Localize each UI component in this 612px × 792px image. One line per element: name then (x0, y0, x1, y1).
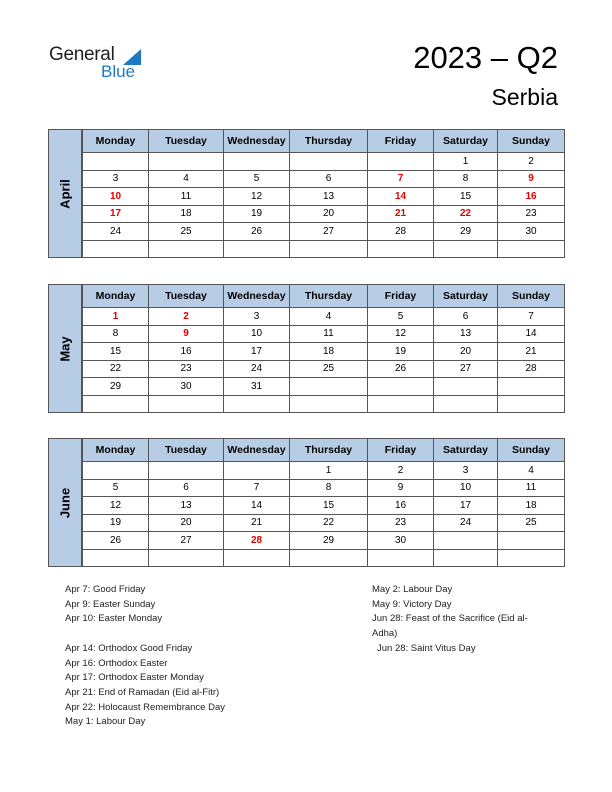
weekday-header: Monday (83, 439, 149, 462)
week-row (83, 462, 565, 480)
holiday-note: Apr 22: Holocaust Remembrance Day (65, 701, 225, 713)
calendar-table (82, 284, 565, 413)
day-cell: 21 (498, 343, 565, 361)
weekday-header: Saturday (434, 439, 498, 462)
week-row (83, 223, 565, 241)
week-row (83, 549, 565, 567)
day-cell: 19 (224, 205, 290, 223)
weekday-header: Monday (83, 130, 149, 153)
holiday-note: Apr 9: Easter Sunday (65, 598, 156, 610)
day-cell: 23 (498, 205, 565, 223)
day-cell: 3 (224, 308, 290, 326)
day-cell (83, 153, 149, 171)
day-cell (434, 549, 498, 567)
weekday-header: Tuesday (149, 130, 224, 153)
weekday-header: Saturday (434, 130, 498, 153)
day-cell: 4 (149, 170, 224, 188)
logo-blue: Blue (101, 62, 136, 81)
day-cell (368, 395, 434, 413)
day-cell: 14 (368, 188, 434, 206)
day-cell: 12 (224, 188, 290, 206)
holiday-note: Jun 28: Feast of the Sacrifice (Eid al- (372, 613, 528, 625)
day-cell: 2 (498, 153, 565, 171)
day-cell: 4 (290, 308, 368, 326)
day-cell (434, 240, 498, 258)
day-cell: 10 (83, 188, 149, 206)
day-cell: 29 (290, 532, 368, 550)
day-cell: 16 (498, 188, 565, 206)
day-cell: 25 (498, 514, 565, 532)
day-cell: 7 (368, 170, 434, 188)
weekday-header: Tuesday (149, 285, 224, 308)
month-label (48, 284, 82, 413)
day-cell: 18 (290, 343, 368, 361)
day-cell: 29 (83, 378, 149, 396)
holiday-note: Apr 21: End of Ramadan (Eid al-Fitr) (65, 686, 220, 698)
week-row (83, 479, 565, 497)
day-cell: 19 (83, 514, 149, 532)
week-row (83, 378, 565, 396)
day-cell: 28 (498, 360, 565, 378)
week-row (83, 395, 565, 413)
weekday-header: Tuesday (149, 439, 224, 462)
day-cell: 21 (224, 514, 290, 532)
holiday-note: Apr 7: Good Friday (65, 584, 146, 595)
day-cell (498, 240, 565, 258)
day-cell: 5 (224, 170, 290, 188)
day-cell: 20 (290, 205, 368, 223)
day-cell (149, 462, 224, 480)
holiday-note: Jun 28: Saint Vitus Day (377, 642, 476, 654)
day-cell: 13 (290, 188, 368, 206)
day-cell: 9 (498, 170, 565, 188)
day-cell (83, 395, 149, 413)
weekday-header: Sunday (498, 439, 565, 462)
day-cell (290, 153, 368, 171)
day-cell: 20 (434, 343, 498, 361)
weekday-header: Thursday (290, 130, 368, 153)
weekday-header: Monday (83, 285, 149, 308)
holiday-note: Apr 14: Orthodox Good Friday (65, 642, 193, 654)
weekday-header: Friday (368, 130, 434, 153)
day-cell (83, 462, 149, 480)
day-cell (368, 378, 434, 396)
day-cell: 25 (149, 223, 224, 241)
holiday-note: Adha) (372, 628, 398, 640)
holiday-note: May 9: Victory Day (372, 598, 452, 610)
day-cell: 15 (434, 188, 498, 206)
day-cell: 15 (290, 497, 368, 515)
day-cell: 1 (83, 308, 149, 326)
day-cell: 26 (224, 223, 290, 241)
holiday-note: Apr 17: Orthodox Easter Monday (65, 672, 204, 684)
day-cell (434, 395, 498, 413)
day-cell: 24 (434, 514, 498, 532)
day-cell (368, 240, 434, 258)
day-cell: 10 (224, 325, 290, 343)
month-name: April (57, 178, 73, 209)
day-cell: 24 (224, 360, 290, 378)
day-cell (498, 378, 565, 396)
day-cell (434, 378, 498, 396)
day-cell: 21 (368, 205, 434, 223)
day-cell: 5 (368, 308, 434, 326)
month-name: June (57, 487, 73, 518)
day-cell: 30 (149, 378, 224, 396)
weekday-header: Thursday (290, 285, 368, 308)
day-cell: 3 (434, 462, 498, 480)
day-cell: 27 (149, 532, 224, 550)
day-cell (149, 549, 224, 567)
weekday-header: Sunday (498, 130, 565, 153)
day-cell (224, 549, 290, 567)
day-cell: 13 (434, 325, 498, 343)
day-cell: 6 (290, 170, 368, 188)
day-cell: 10 (434, 479, 498, 497)
page-title: 2023 – Q2 (413, 40, 558, 75)
day-cell (149, 240, 224, 258)
day-cell: 25 (290, 360, 368, 378)
month-label (48, 129, 82, 258)
day-cell: 11 (498, 479, 565, 497)
holiday-note: Apr 10: Easter Monday (65, 613, 163, 625)
day-cell: 23 (149, 360, 224, 378)
day-cell (83, 240, 149, 258)
day-cell: 28 (368, 223, 434, 241)
logo (49, 44, 159, 84)
day-cell: 5 (83, 479, 149, 497)
day-cell (498, 395, 565, 413)
day-cell: 27 (290, 223, 368, 241)
day-cell: 9 (368, 479, 434, 497)
weekday-header: Wednesday (224, 439, 290, 462)
day-cell: 13 (149, 497, 224, 515)
calendar-table (82, 129, 565, 258)
weekday-header: Sunday (498, 285, 565, 308)
day-cell: 29 (434, 223, 498, 241)
day-cell (498, 549, 565, 567)
week-row (83, 205, 565, 223)
day-cell: 14 (498, 325, 565, 343)
day-cell (83, 549, 149, 567)
week-row (83, 240, 565, 258)
day-cell: 3 (83, 170, 149, 188)
day-cell: 22 (434, 205, 498, 223)
day-cell: 1 (434, 153, 498, 171)
week-row (83, 343, 565, 361)
day-cell: 20 (149, 514, 224, 532)
month-label (48, 438, 82, 567)
day-cell (290, 395, 368, 413)
month-name: May (57, 335, 73, 362)
holiday-notes-right (372, 583, 528, 657)
day-cell: 28 (224, 532, 290, 550)
day-cell: 12 (368, 325, 434, 343)
logo-general: General (49, 44, 115, 65)
day-cell: 24 (83, 223, 149, 241)
day-cell: 23 (368, 514, 434, 532)
day-cell: 26 (368, 360, 434, 378)
day-cell: 18 (149, 205, 224, 223)
day-cell (224, 153, 290, 171)
weekday-header: Thursday (290, 439, 368, 462)
day-cell: 9 (149, 325, 224, 343)
day-cell (498, 532, 565, 550)
week-row (83, 325, 565, 343)
day-cell: 22 (290, 514, 368, 532)
day-cell (290, 378, 368, 396)
day-cell: 2 (368, 462, 434, 480)
day-cell: 15 (83, 343, 149, 361)
day-cell: 2 (149, 308, 224, 326)
day-cell (290, 240, 368, 258)
week-row (83, 514, 565, 532)
weekday-header: Friday (368, 439, 434, 462)
week-row (83, 497, 565, 515)
day-cell: 8 (290, 479, 368, 497)
day-cell (224, 240, 290, 258)
day-cell: 31 (224, 378, 290, 396)
week-row (83, 188, 565, 206)
day-cell (434, 532, 498, 550)
day-cell: 18 (498, 497, 565, 515)
day-cell: 16 (368, 497, 434, 515)
weekday-header: Friday (368, 285, 434, 308)
day-cell: 17 (434, 497, 498, 515)
day-cell (290, 549, 368, 567)
day-cell: 1 (290, 462, 368, 480)
day-cell: 26 (83, 532, 149, 550)
holiday-note: Apr 16: Orthodox Easter (65, 657, 168, 669)
weekday-header: Wednesday (224, 130, 290, 153)
holiday-notes-left (65, 583, 225, 730)
day-cell: 6 (149, 479, 224, 497)
day-cell (368, 153, 434, 171)
calendar-table (82, 438, 565, 567)
day-cell: 30 (498, 223, 565, 241)
day-cell: 4 (498, 462, 565, 480)
day-cell: 11 (149, 188, 224, 206)
day-cell (368, 549, 434, 567)
country-name: Serbia (491, 84, 558, 110)
day-cell: 16 (149, 343, 224, 361)
day-cell: 22 (83, 360, 149, 378)
day-cell: 30 (368, 532, 434, 550)
weekday-header: Wednesday (224, 285, 290, 308)
day-cell: 11 (290, 325, 368, 343)
week-row (83, 153, 565, 171)
holiday-note: May 1: Labour Day (65, 716, 146, 728)
holiday-note: May 2: Labour Day (372, 584, 453, 595)
week-row (83, 170, 565, 188)
day-cell (149, 395, 224, 413)
day-cell: 19 (368, 343, 434, 361)
day-cell: 27 (434, 360, 498, 378)
day-cell: 17 (224, 343, 290, 361)
day-cell: 8 (434, 170, 498, 188)
day-cell: 14 (224, 497, 290, 515)
day-cell: 6 (434, 308, 498, 326)
day-cell: 7 (224, 479, 290, 497)
day-cell: 7 (498, 308, 565, 326)
day-cell (224, 462, 290, 480)
holiday-note (65, 627, 225, 642)
weekday-header: Saturday (434, 285, 498, 308)
week-row (83, 308, 565, 326)
week-row (83, 532, 565, 550)
day-cell: 17 (83, 205, 149, 223)
day-cell (149, 153, 224, 171)
day-cell: 8 (83, 325, 149, 343)
day-cell (224, 395, 290, 413)
week-row (83, 360, 565, 378)
day-cell: 12 (83, 497, 149, 515)
